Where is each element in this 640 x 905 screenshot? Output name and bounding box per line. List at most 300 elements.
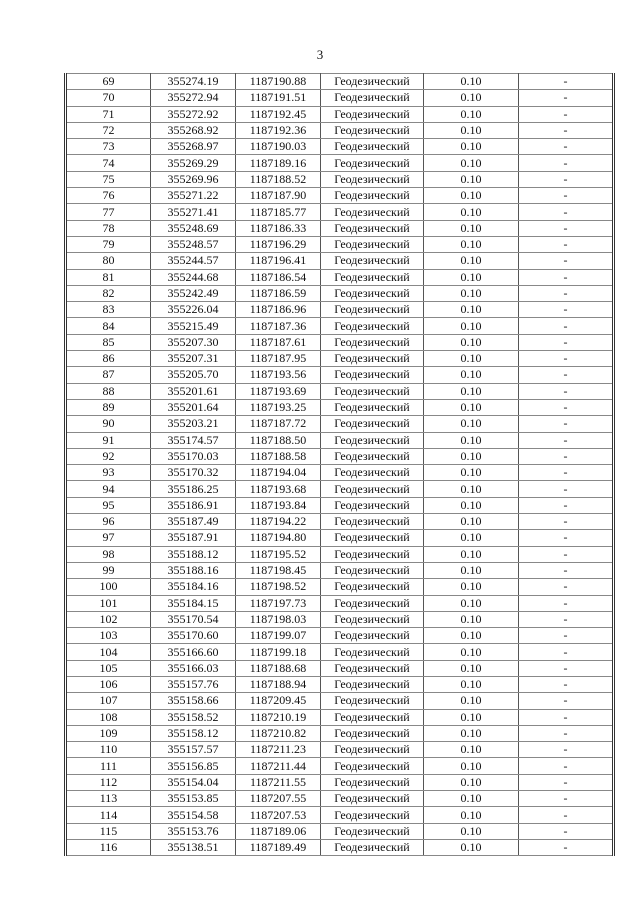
x-coordinate-cell: 355158.12 (151, 725, 236, 741)
y-coordinate-cell: 1187190.03 (236, 139, 321, 155)
description-cell: - (519, 171, 614, 187)
precision-cell: 0.10 (424, 302, 519, 318)
precision-cell: 0.10 (424, 285, 519, 301)
description-cell: - (519, 709, 614, 725)
method-cell: Геодезический (321, 628, 424, 644)
x-coordinate-cell: 355184.16 (151, 579, 236, 595)
table-row (66, 791, 614, 807)
x-coordinate-cell: 355157.57 (151, 742, 236, 758)
y-coordinate-cell: 1187207.55 (236, 791, 321, 807)
table-row (66, 416, 614, 432)
point-number-cell: 107 (66, 693, 151, 709)
method-cell: Геодезический (321, 530, 424, 546)
description-cell: - (519, 660, 614, 676)
table-row (66, 676, 614, 692)
precision-cell: 0.10 (424, 530, 519, 546)
y-coordinate-cell: 1187196.29 (236, 236, 321, 252)
x-coordinate-cell: 355271.22 (151, 188, 236, 204)
description-cell: - (519, 595, 614, 611)
description-cell: - (519, 90, 614, 106)
method-cell: Геодезический (321, 416, 424, 432)
precision-cell: 0.10 (424, 676, 519, 692)
description-cell: - (519, 334, 614, 350)
x-coordinate-cell: 355207.31 (151, 351, 236, 367)
point-number-cell: 82 (66, 285, 151, 301)
y-coordinate-cell: 1187193.84 (236, 497, 321, 513)
description-cell: - (519, 628, 614, 644)
precision-cell: 0.10 (424, 139, 519, 155)
y-coordinate-cell: 1187194.80 (236, 530, 321, 546)
table-row (66, 823, 614, 839)
method-cell: Геодезический (321, 562, 424, 578)
description-cell: - (519, 791, 614, 807)
y-coordinate-cell: 1187191.51 (236, 90, 321, 106)
table-row (66, 774, 614, 790)
point-number-cell: 96 (66, 514, 151, 530)
method-cell: Геодезический (321, 579, 424, 595)
y-coordinate-cell: 1187188.94 (236, 676, 321, 692)
precision-cell: 0.10 (424, 514, 519, 530)
y-coordinate-cell: 1187186.59 (236, 285, 321, 301)
x-coordinate-cell: 355154.58 (151, 807, 236, 823)
y-coordinate-cell: 1187190.88 (236, 74, 321, 90)
x-coordinate-cell: 355268.92 (151, 122, 236, 138)
description-cell: - (519, 236, 614, 252)
y-coordinate-cell: 1187187.95 (236, 351, 321, 367)
x-coordinate-cell: 355272.92 (151, 106, 236, 122)
y-coordinate-cell: 1187186.33 (236, 220, 321, 236)
method-cell: Геодезический (321, 514, 424, 530)
description-cell: - (519, 676, 614, 692)
method-cell: Геодезический (321, 660, 424, 676)
point-number-cell: 86 (66, 351, 151, 367)
method-cell: Геодезический (321, 595, 424, 611)
y-coordinate-cell: 1187198.52 (236, 579, 321, 595)
description-cell: - (519, 465, 614, 481)
coordinates-table (64, 73, 615, 856)
y-coordinate-cell: 1187209.45 (236, 693, 321, 709)
y-coordinate-cell: 1187210.19 (236, 709, 321, 725)
precision-cell: 0.10 (424, 742, 519, 758)
precision-cell: 0.10 (424, 465, 519, 481)
table-row (66, 253, 614, 269)
y-coordinate-cell: 1187210.82 (236, 725, 321, 741)
description-cell: - (519, 383, 614, 399)
precision-cell: 0.10 (424, 579, 519, 595)
x-coordinate-cell: 355170.54 (151, 611, 236, 627)
point-number-cell: 109 (66, 725, 151, 741)
table-row (66, 302, 614, 318)
point-number-cell: 101 (66, 595, 151, 611)
method-cell: Геодезический (321, 448, 424, 464)
method-cell: Геодезический (321, 497, 424, 513)
point-number-cell: 76 (66, 188, 151, 204)
precision-cell: 0.10 (424, 171, 519, 187)
method-cell: Геодезический (321, 839, 424, 855)
y-coordinate-cell: 1187207.53 (236, 807, 321, 823)
table-row (66, 546, 614, 562)
method-cell: Геодезический (321, 481, 424, 497)
point-number-cell: 97 (66, 530, 151, 546)
method-cell: Геодезический (321, 465, 424, 481)
precision-cell: 0.10 (424, 334, 519, 350)
point-number-cell: 88 (66, 383, 151, 399)
table-row (66, 839, 614, 855)
description-cell: - (519, 302, 614, 318)
x-coordinate-cell: 355156.85 (151, 758, 236, 774)
precision-cell: 0.10 (424, 791, 519, 807)
method-cell: Геодезический (321, 220, 424, 236)
y-coordinate-cell: 1187199.18 (236, 644, 321, 660)
table-row (66, 579, 614, 595)
x-coordinate-cell: 355226.04 (151, 302, 236, 318)
method-cell: Геодезический (321, 399, 424, 415)
precision-cell: 0.10 (424, 122, 519, 138)
point-number-cell: 105 (66, 660, 151, 676)
method-cell: Геодезический (321, 432, 424, 448)
table-row (66, 514, 614, 530)
precision-cell: 0.10 (424, 693, 519, 709)
point-number-cell: 114 (66, 807, 151, 823)
y-coordinate-cell: 1187186.96 (236, 302, 321, 318)
precision-cell: 0.10 (424, 725, 519, 741)
x-coordinate-cell: 355272.94 (151, 90, 236, 106)
point-number-cell: 112 (66, 774, 151, 790)
description-cell: - (519, 269, 614, 285)
y-coordinate-cell: 1187185.77 (236, 204, 321, 220)
y-coordinate-cell: 1187193.56 (236, 367, 321, 383)
method-cell: Геодезический (321, 725, 424, 741)
point-number-cell: 100 (66, 579, 151, 595)
y-coordinate-cell: 1187199.07 (236, 628, 321, 644)
x-coordinate-cell: 355248.69 (151, 220, 236, 236)
method-cell: Геодезический (321, 74, 424, 90)
y-coordinate-cell: 1187189.16 (236, 155, 321, 171)
method-cell: Геодезический (321, 253, 424, 269)
point-number-cell: 94 (66, 481, 151, 497)
table-row (66, 611, 614, 627)
description-cell: - (519, 139, 614, 155)
description-cell: - (519, 514, 614, 530)
table-row (66, 497, 614, 513)
point-number-cell: 91 (66, 432, 151, 448)
y-coordinate-cell: 1187193.25 (236, 399, 321, 415)
table-row (66, 448, 614, 464)
point-number-cell: 80 (66, 253, 151, 269)
point-number-cell: 74 (66, 155, 151, 171)
table-row (66, 334, 614, 350)
x-coordinate-cell: 355187.49 (151, 514, 236, 530)
method-cell: Геодезический (321, 644, 424, 660)
description-cell: - (519, 399, 614, 415)
method-cell: Геодезический (321, 611, 424, 627)
point-number-cell: 79 (66, 236, 151, 252)
point-number-cell: 98 (66, 546, 151, 562)
y-coordinate-cell: 1187198.03 (236, 611, 321, 627)
x-coordinate-cell: 355201.64 (151, 399, 236, 415)
description-cell: - (519, 367, 614, 383)
x-coordinate-cell: 355186.91 (151, 497, 236, 513)
table-row (66, 399, 614, 415)
method-cell: Геодезический (321, 318, 424, 334)
precision-cell: 0.10 (424, 416, 519, 432)
x-coordinate-cell: 355184.15 (151, 595, 236, 611)
table-row (66, 106, 614, 122)
y-coordinate-cell: 1187194.22 (236, 514, 321, 530)
point-number-cell: 84 (66, 318, 151, 334)
x-coordinate-cell: 355269.96 (151, 171, 236, 187)
method-cell: Геодезический (321, 155, 424, 171)
table-row (66, 660, 614, 676)
method-cell: Геодезический (321, 823, 424, 839)
x-coordinate-cell: 355215.49 (151, 318, 236, 334)
description-cell: - (519, 579, 614, 595)
point-number-cell: 77 (66, 204, 151, 220)
y-coordinate-cell: 1187188.58 (236, 448, 321, 464)
precision-cell: 0.10 (424, 481, 519, 497)
x-coordinate-cell: 355271.41 (151, 204, 236, 220)
precision-cell: 0.10 (424, 595, 519, 611)
description-cell: - (519, 774, 614, 790)
precision-cell: 0.10 (424, 106, 519, 122)
description-cell: - (519, 285, 614, 301)
description-cell: - (519, 416, 614, 432)
x-coordinate-cell: 355186.25 (151, 481, 236, 497)
table-row (66, 220, 614, 236)
y-coordinate-cell: 1187193.68 (236, 481, 321, 497)
precision-cell: 0.10 (424, 644, 519, 660)
y-coordinate-cell: 1187193.69 (236, 383, 321, 399)
x-coordinate-cell: 355170.03 (151, 448, 236, 464)
y-coordinate-cell: 1187211.23 (236, 742, 321, 758)
table-row (66, 562, 614, 578)
precision-cell: 0.10 (424, 497, 519, 513)
precision-cell: 0.10 (424, 318, 519, 334)
method-cell: Геодезический (321, 122, 424, 138)
table-row (66, 383, 614, 399)
point-number-cell: 78 (66, 220, 151, 236)
y-coordinate-cell: 1187187.90 (236, 188, 321, 204)
description-cell: - (519, 481, 614, 497)
method-cell: Геодезический (321, 334, 424, 350)
precision-cell: 0.10 (424, 90, 519, 106)
description-cell: - (519, 318, 614, 334)
method-cell: Геодезический (321, 676, 424, 692)
x-coordinate-cell: 355170.32 (151, 465, 236, 481)
x-coordinate-cell: 355242.49 (151, 285, 236, 301)
description-cell: - (519, 106, 614, 122)
description-cell: - (519, 546, 614, 562)
point-number-cell: 102 (66, 611, 151, 627)
x-coordinate-cell: 355170.60 (151, 628, 236, 644)
precision-cell: 0.10 (424, 807, 519, 823)
point-number-cell: 69 (66, 74, 151, 90)
y-coordinate-cell: 1187192.45 (236, 106, 321, 122)
x-coordinate-cell: 355158.66 (151, 693, 236, 709)
point-number-cell: 95 (66, 497, 151, 513)
point-number-cell: 83 (66, 302, 151, 318)
precision-cell: 0.10 (424, 399, 519, 415)
y-coordinate-cell: 1187192.36 (236, 122, 321, 138)
x-coordinate-cell: 355153.85 (151, 791, 236, 807)
precision-cell: 0.10 (424, 823, 519, 839)
precision-cell: 0.10 (424, 236, 519, 252)
table-row (66, 155, 614, 171)
precision-cell: 0.10 (424, 448, 519, 464)
table-row (66, 758, 614, 774)
y-coordinate-cell: 1187188.52 (236, 171, 321, 187)
table-row (66, 171, 614, 187)
x-coordinate-cell: 355154.04 (151, 774, 236, 790)
table-row (66, 709, 614, 725)
table-row (66, 236, 614, 252)
y-coordinate-cell: 1187194.04 (236, 465, 321, 481)
x-coordinate-cell: 355201.61 (151, 383, 236, 399)
table-row (66, 351, 614, 367)
method-cell: Геодезический (321, 367, 424, 383)
table-row (66, 725, 614, 741)
description-cell: - (519, 562, 614, 578)
method-cell: Геодезический (321, 383, 424, 399)
method-cell: Геодезический (321, 204, 424, 220)
y-coordinate-cell: 1187211.44 (236, 758, 321, 774)
precision-cell: 0.10 (424, 774, 519, 790)
y-coordinate-cell: 1187187.72 (236, 416, 321, 432)
precision-cell: 0.10 (424, 562, 519, 578)
x-coordinate-cell: 355269.29 (151, 155, 236, 171)
method-cell: Геодезический (321, 546, 424, 562)
x-coordinate-cell: 355187.91 (151, 530, 236, 546)
point-number-cell: 108 (66, 709, 151, 725)
precision-cell: 0.10 (424, 839, 519, 855)
method-cell: Геодезический (321, 302, 424, 318)
method-cell: Геодезический (321, 106, 424, 122)
table-row (66, 644, 614, 660)
table-row (66, 122, 614, 138)
x-coordinate-cell: 355244.68 (151, 269, 236, 285)
precision-cell: 0.10 (424, 253, 519, 269)
method-cell: Геодезический (321, 139, 424, 155)
table-row (66, 481, 614, 497)
y-coordinate-cell: 1187188.50 (236, 432, 321, 448)
table-row (66, 367, 614, 383)
y-coordinate-cell: 1187189.06 (236, 823, 321, 839)
y-coordinate-cell: 1187186.54 (236, 269, 321, 285)
description-cell: - (519, 188, 614, 204)
x-coordinate-cell: 355207.30 (151, 334, 236, 350)
description-cell: - (519, 74, 614, 90)
point-number-cell: 116 (66, 839, 151, 855)
coordinates-table-body (66, 74, 614, 856)
x-coordinate-cell: 355268.97 (151, 139, 236, 155)
description-cell: - (519, 758, 614, 774)
precision-cell: 0.10 (424, 220, 519, 236)
point-number-cell: 99 (66, 562, 151, 578)
point-number-cell: 81 (66, 269, 151, 285)
table-row (66, 318, 614, 334)
table-row (66, 742, 614, 758)
table-row (66, 188, 614, 204)
description-cell: - (519, 448, 614, 464)
x-coordinate-cell: 355205.70 (151, 367, 236, 383)
y-coordinate-cell: 1187198.45 (236, 562, 321, 578)
x-coordinate-cell: 355158.52 (151, 709, 236, 725)
x-coordinate-cell: 355166.03 (151, 660, 236, 676)
description-cell: - (519, 742, 614, 758)
table-row (66, 693, 614, 709)
point-number-cell: 110 (66, 742, 151, 758)
point-number-cell: 115 (66, 823, 151, 839)
y-coordinate-cell: 1187187.61 (236, 334, 321, 350)
precision-cell: 0.10 (424, 188, 519, 204)
description-cell: - (519, 122, 614, 138)
description-cell: - (519, 530, 614, 546)
method-cell: Геодезический (321, 236, 424, 252)
table-row (66, 807, 614, 823)
table-row (66, 269, 614, 285)
x-coordinate-cell: 355174.57 (151, 432, 236, 448)
table-row (66, 465, 614, 481)
method-cell: Геодезический (321, 791, 424, 807)
point-number-cell: 113 (66, 791, 151, 807)
description-cell: - (519, 839, 614, 855)
precision-cell: 0.10 (424, 432, 519, 448)
y-coordinate-cell: 1187211.55 (236, 774, 321, 790)
description-cell: - (519, 823, 614, 839)
point-number-cell: 85 (66, 334, 151, 350)
x-coordinate-cell: 355203.21 (151, 416, 236, 432)
precision-cell: 0.10 (424, 367, 519, 383)
precision-cell: 0.10 (424, 155, 519, 171)
description-cell: - (519, 644, 614, 660)
table-row (66, 204, 614, 220)
method-cell: Геодезический (321, 188, 424, 204)
table-row (66, 139, 614, 155)
point-number-cell: 104 (66, 644, 151, 660)
table-row (66, 285, 614, 301)
method-cell: Геодезический (321, 285, 424, 301)
description-cell: - (519, 220, 614, 236)
x-coordinate-cell: 355153.76 (151, 823, 236, 839)
point-number-cell: 75 (66, 171, 151, 187)
y-coordinate-cell: 1187188.68 (236, 660, 321, 676)
point-number-cell: 106 (66, 676, 151, 692)
precision-cell: 0.10 (424, 74, 519, 90)
point-number-cell: 70 (66, 90, 151, 106)
point-number-cell: 90 (66, 416, 151, 432)
precision-cell: 0.10 (424, 383, 519, 399)
table-row (66, 530, 614, 546)
point-number-cell: 71 (66, 106, 151, 122)
x-coordinate-cell: 355188.16 (151, 562, 236, 578)
y-coordinate-cell: 1187197.73 (236, 595, 321, 611)
x-coordinate-cell: 355157.76 (151, 676, 236, 692)
precision-cell: 0.10 (424, 709, 519, 725)
precision-cell: 0.10 (424, 611, 519, 627)
description-cell: - (519, 204, 614, 220)
table-row (66, 432, 614, 448)
method-cell: Геодезический (321, 774, 424, 790)
x-coordinate-cell: 355138.51 (151, 839, 236, 855)
point-number-cell: 73 (66, 139, 151, 155)
table-row (66, 595, 614, 611)
point-number-cell: 103 (66, 628, 151, 644)
table-row (66, 74, 614, 90)
point-number-cell: 92 (66, 448, 151, 464)
table-row (66, 628, 614, 644)
precision-cell: 0.10 (424, 758, 519, 774)
point-number-cell: 87 (66, 367, 151, 383)
